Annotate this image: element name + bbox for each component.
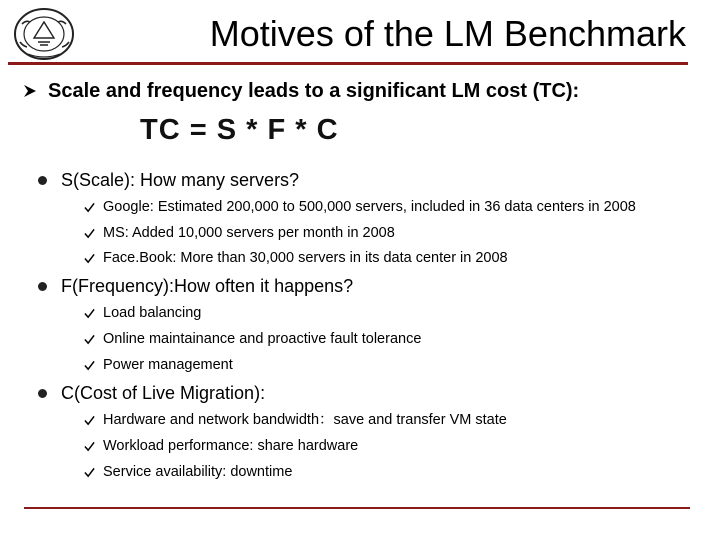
slide-title: Motives of the LM Benchmark bbox=[209, 13, 686, 54]
list-item-text: Hardware and network bandwidth：save and transfer VM state bbox=[103, 412, 507, 428]
check-mark-icon bbox=[84, 202, 95, 213]
check-mark-icon bbox=[84, 467, 95, 478]
check-mark-icon bbox=[84, 441, 95, 452]
check-mark-icon bbox=[84, 308, 95, 319]
list-item-text: MS: Added 10,000 servers per month in 2008 bbox=[103, 225, 395, 241]
list-item bbox=[84, 197, 636, 217]
section-frequency bbox=[38, 274, 353, 298]
list-item bbox=[84, 303, 201, 323]
bullet-dot-icon bbox=[38, 389, 47, 398]
main-heading bbox=[22, 78, 579, 104]
check-mark-icon bbox=[84, 360, 95, 371]
list-item bbox=[84, 410, 507, 430]
section-label: S(Scale): How many servers? bbox=[61, 170, 300, 190]
section-label: F(Frequency):How often it happens? bbox=[61, 276, 354, 296]
university-seal-logo bbox=[12, 6, 76, 62]
check-mark-icon bbox=[84, 415, 95, 426]
list-item-text: Online maintainance and proactive fault tolerance bbox=[103, 331, 422, 347]
bullet-dot-icon bbox=[38, 282, 47, 291]
check-mark-icon bbox=[84, 228, 95, 239]
section-scale bbox=[38, 168, 299, 192]
list-item bbox=[84, 436, 358, 456]
list-item-text: Google: Estimated 200,000 to 500,000 servers, included in 36 data centers in 2008 bbox=[103, 199, 636, 215]
title-divider bbox=[8, 62, 688, 65]
list-item-text: Power management bbox=[103, 357, 233, 373]
list-item bbox=[84, 462, 292, 482]
footer-divider bbox=[24, 507, 690, 509]
list-item bbox=[84, 329, 421, 349]
arrow-right-icon bbox=[22, 83, 38, 99]
list-item-text: Face.Book: More than 30,000 servers in its data center in 2008 bbox=[103, 250, 508, 266]
list-item-text: Load balancing bbox=[103, 305, 202, 321]
check-mark-icon bbox=[84, 253, 95, 264]
list-item bbox=[84, 355, 233, 375]
list-item bbox=[84, 223, 395, 243]
section-cost bbox=[38, 381, 265, 405]
section-label: C(Cost of Live Migration): bbox=[61, 383, 266, 403]
list-item-text: Service availability: downtime bbox=[103, 464, 293, 480]
check-mark-icon bbox=[84, 334, 95, 345]
bullet-dot-icon bbox=[38, 176, 47, 185]
cost-formula: TC = S * F * C bbox=[140, 114, 339, 146]
list-item bbox=[84, 248, 508, 268]
heading-text: Scale and frequency leads to a significant LM cost (TC): bbox=[48, 80, 580, 102]
list-item-text: Workload performance: share hardware bbox=[103, 438, 359, 454]
